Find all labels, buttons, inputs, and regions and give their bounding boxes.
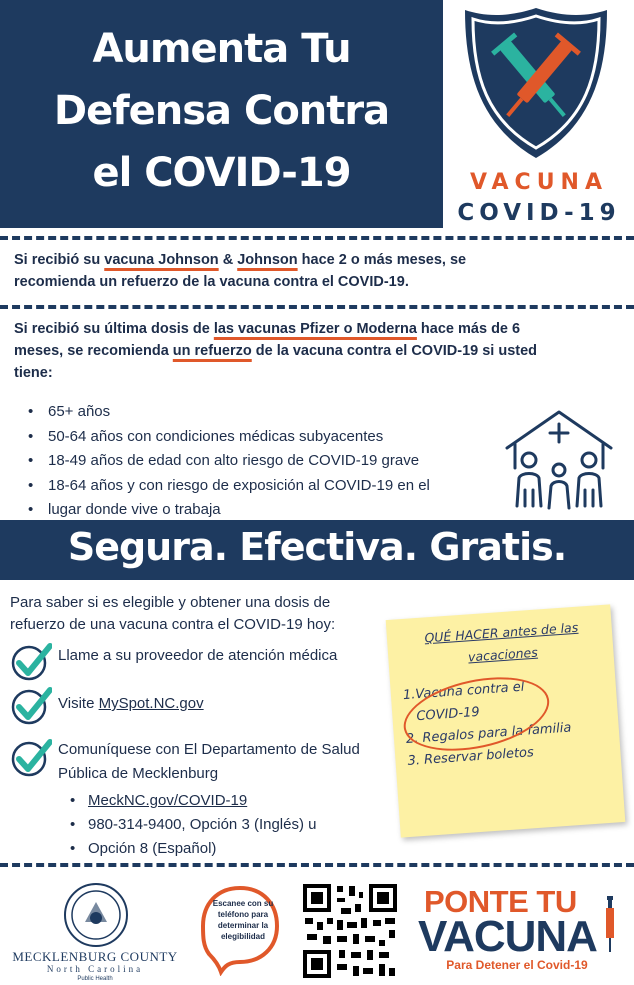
eligibility-list bbox=[26, 400, 496, 523]
county-seal-icon bbox=[63, 882, 129, 948]
safety-banner bbox=[0, 520, 634, 580]
vacuna-logo-text: VACUNA bbox=[418, 912, 597, 961]
dashed-divider bbox=[0, 236, 634, 240]
vaccine-shield-icon bbox=[461, 4, 611, 162]
note-title: QUÉ HACER antes de las vacaciones bbox=[423, 619, 579, 665]
family-clinic-icon bbox=[503, 408, 615, 518]
jj-highlight-2: Johnson bbox=[237, 252, 298, 268]
hero-title-line: Aumenta Tu bbox=[92, 26, 351, 72]
scan-instructions: Escanee con su teléfono para determinar la elegibilidad bbox=[212, 899, 274, 941]
contact-list bbox=[68, 789, 316, 861]
myspot-link[interactable]: MySpot.NC.gov bbox=[98, 695, 204, 712]
dashed-divider bbox=[0, 305, 634, 309]
dashed-divider bbox=[0, 863, 634, 867]
list-item bbox=[68, 789, 316, 813]
checkmark-icon bbox=[10, 642, 52, 682]
list-item: • 980-314-9400, Opción 3 (Inglés) u bbox=[68, 813, 316, 837]
list-item-continuation: • lugar donde vive o trabaja bbox=[26, 498, 496, 523]
list-item: • 18-49 años de edad con alto riesgo de COVID-19 grave bbox=[26, 449, 496, 474]
sticky-note bbox=[386, 604, 626, 837]
jj-booster-phrase: un refuerzo de la vacuna contra el COVID-19. bbox=[99, 274, 409, 290]
note-item: 1.Vacuna contra el bbox=[402, 679, 525, 704]
ponte-tu-text: PONTE TU bbox=[424, 884, 577, 919]
booster-highlight: un refuerzo bbox=[172, 343, 252, 359]
hero-banner bbox=[0, 0, 443, 228]
eligibility-intro: Para saber si es elegible y obtener una dosis de refuerzo de una vacuna contra el COVID-19 hoy: bbox=[10, 594, 336, 633]
note-item-continuation: COVID-19 bbox=[415, 704, 481, 725]
county-state: North Carolina bbox=[46, 964, 144, 974]
mecknc-link[interactable]: MeckNC.gov/COVID-19 bbox=[88, 792, 248, 809]
hero-title bbox=[0, 18, 443, 204]
checkmark-icon bbox=[10, 738, 52, 778]
list-item-continuation: • Opción 8 (Español) bbox=[68, 837, 316, 861]
list-item: • 18-64 años y con riesgo de exposición al COVID-19 en el bbox=[26, 474, 496, 499]
step-contact-health-dept: Comuníquese con El Departamento de Salud Pública de Mecklenburg bbox=[10, 738, 360, 786]
ponte-subtitle: Para Detener el Covid-19 bbox=[446, 958, 588, 972]
mrna-highlight: las vacunas Pfizer o Moderna bbox=[213, 321, 417, 337]
step-call-provider: Llame a su proveedor de atención médica bbox=[10, 642, 337, 682]
county-name: MECKLENBURG COUNTY bbox=[12, 949, 178, 964]
list-item: • 50-64 años con condiciones médicas subyacentes bbox=[26, 425, 496, 450]
hero-title-line: Defensa Contra bbox=[53, 88, 390, 134]
jj-highlight: vacuna Johnson bbox=[104, 252, 219, 268]
syringe-icon bbox=[604, 896, 616, 952]
county-dept: Public Health bbox=[77, 976, 113, 982]
badge-covid-word: COVID-19 bbox=[457, 200, 621, 226]
list-item: • 65+ años bbox=[26, 400, 496, 425]
qr-code[interactable] bbox=[301, 882, 399, 980]
jj-booster-text: Si recibió su vacuna Johnson & Johnson hace 2 o más meses, se recomienda un refuerzo de la vacuna contra el COVID-19. bbox=[14, 252, 467, 290]
mrna-booster-text: Si recibió su última dosis de las vacunas Pfizer o Moderna hace más de 6 meses, se recomienda un refuerzo de la vacuna contra el COVID-19 si usted tiene: bbox=[14, 321, 538, 381]
note-item: 3. Reservar boletos bbox=[407, 745, 535, 769]
banner-slogan: Segura. Efectiva. Gratis. bbox=[67, 525, 567, 569]
checkmark-icon bbox=[10, 686, 52, 726]
hero-title-line: el COVID-19 bbox=[92, 150, 351, 196]
step-visit-myspot: Visite MySpot.NC.gov bbox=[10, 686, 204, 726]
note-item: 2. Regalos para la familia bbox=[405, 720, 572, 747]
badge-vacuna-word: VACUNA bbox=[469, 170, 608, 195]
